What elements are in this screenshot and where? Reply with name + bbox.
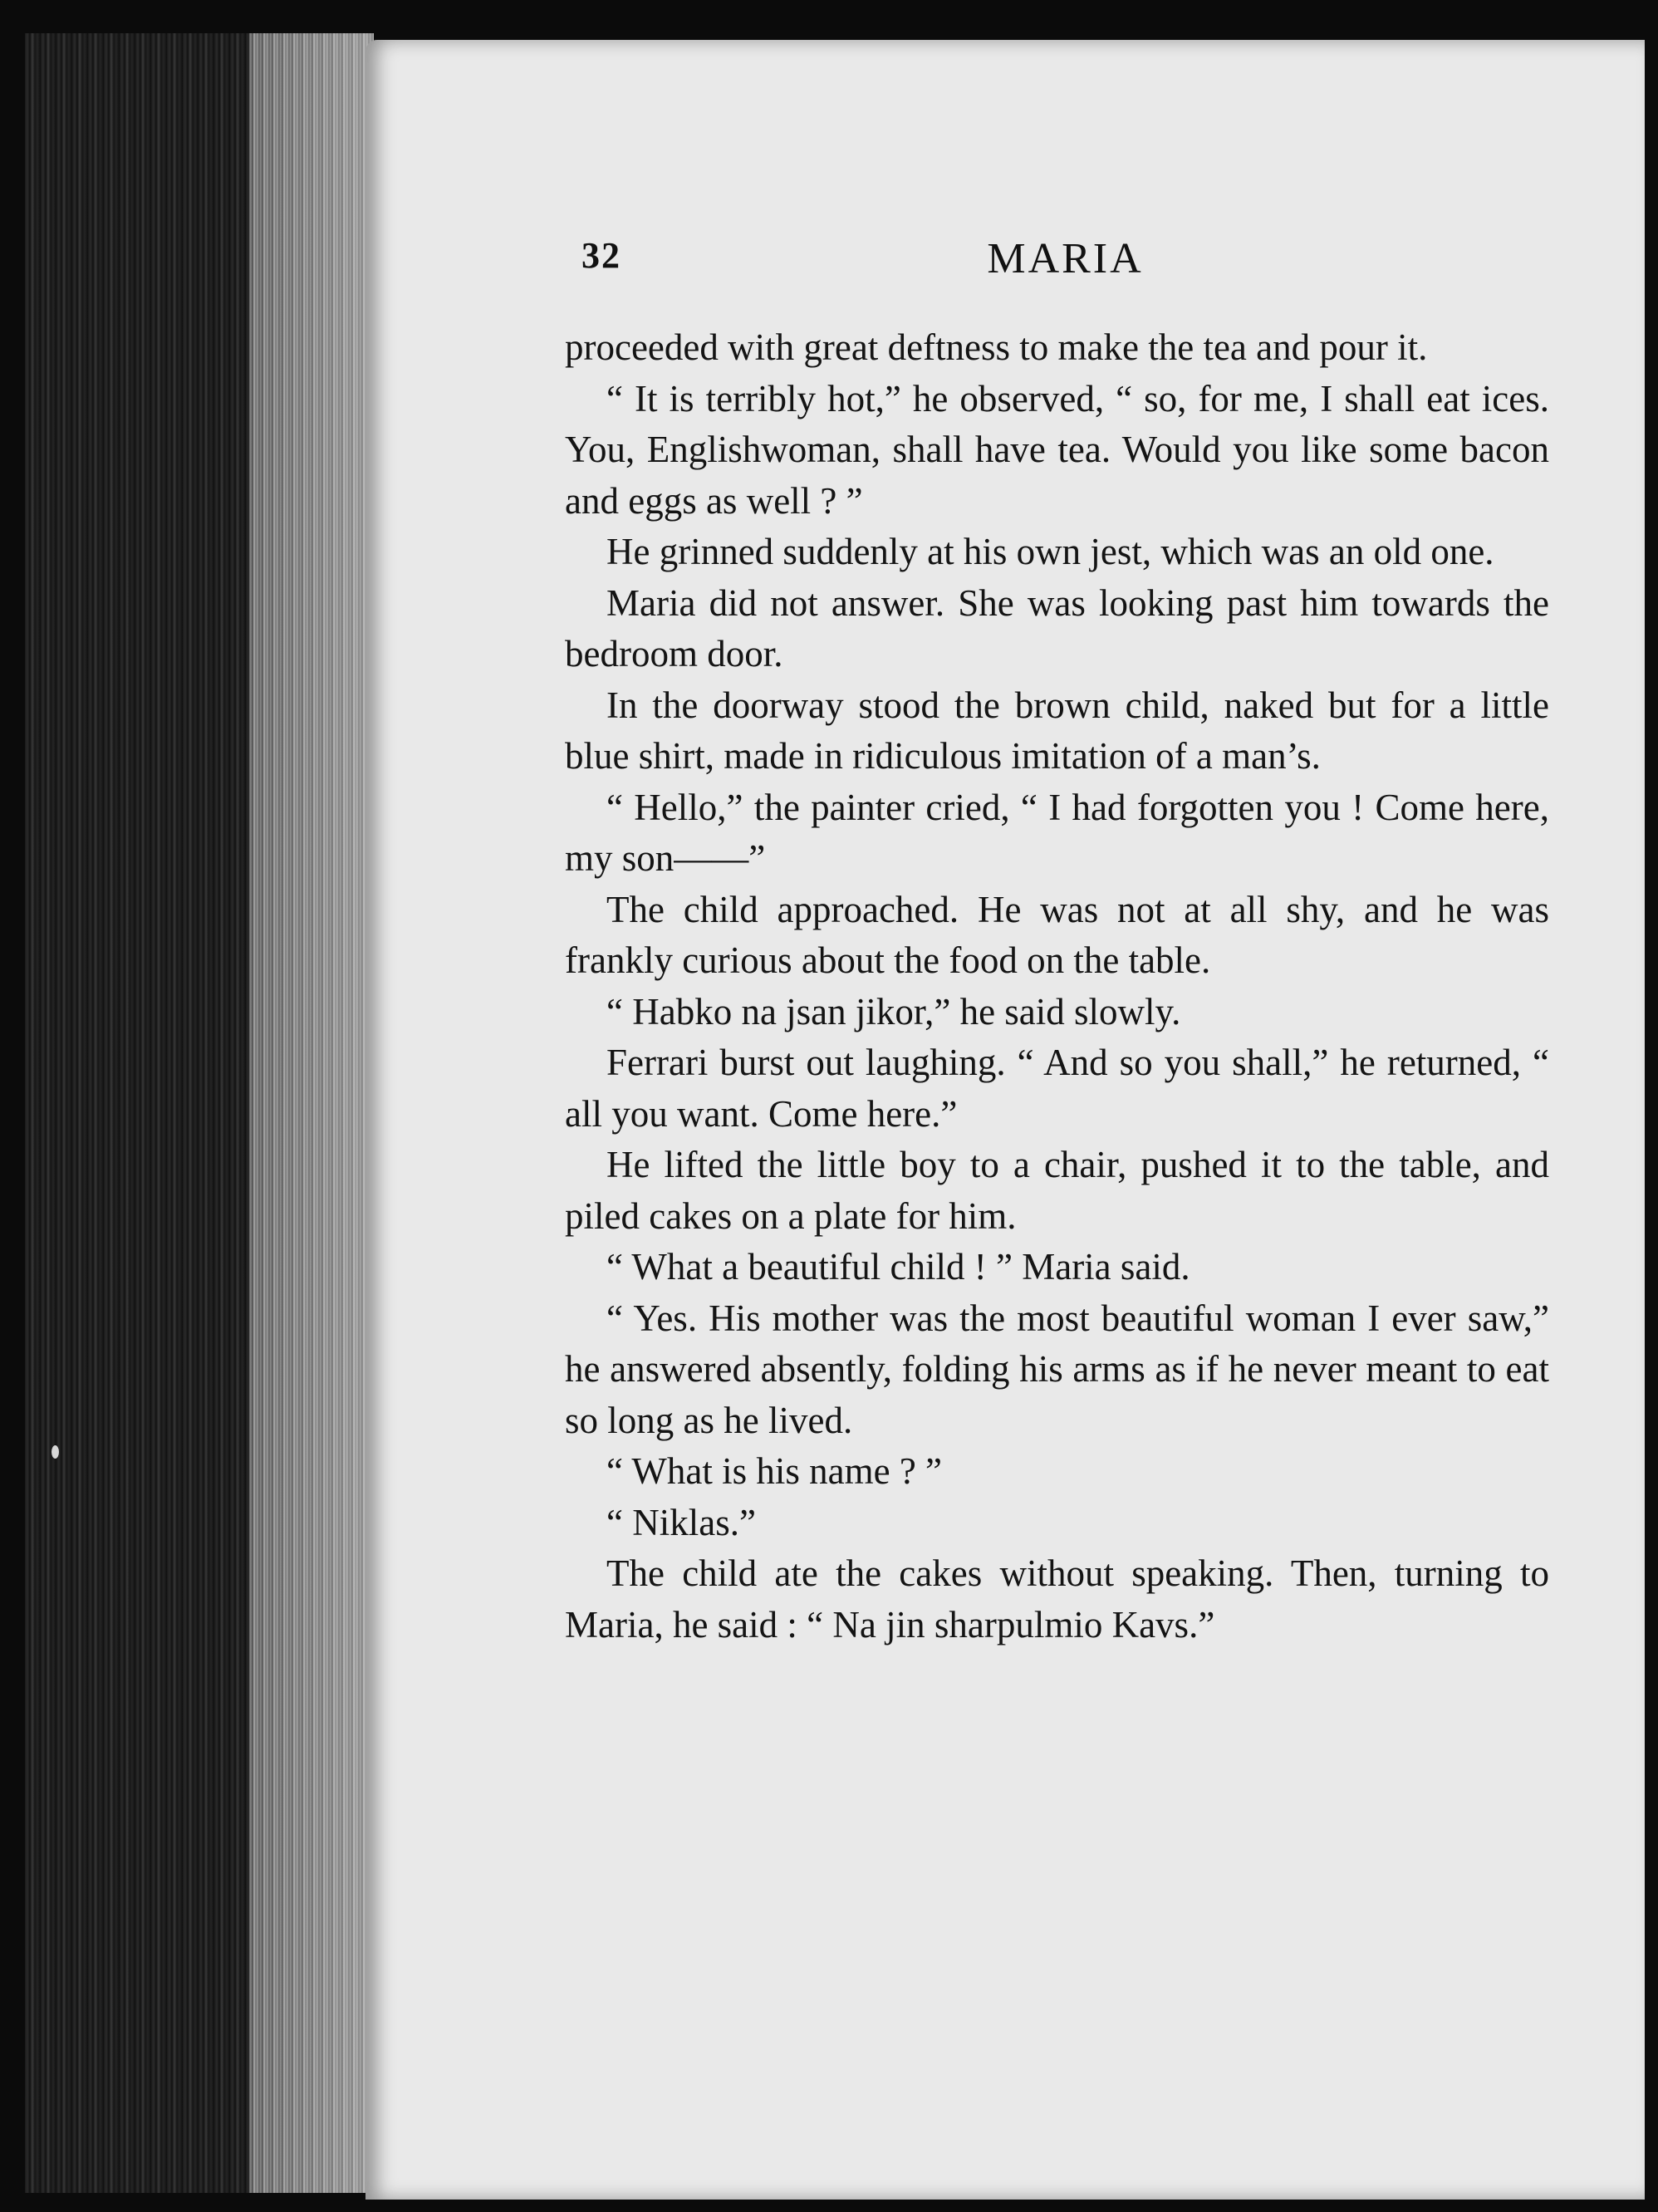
- paragraph: “ Habko na jsan jikor,” he said slowly.: [606, 990, 1181, 1032]
- paragraph: “ Hello,” the painter cried, “ I had forgotten you ! Come here, my son——”: [565, 786, 1549, 879]
- paragraph: “ It is terribly hot,” he observed, “ so, for me, I shall eat ices. You, Englishwoman, shall have tea. Would you like some bacon and eggs as well ? ”: [565, 377, 1549, 522]
- paragraph: “ Yes. His mother was the most beautiful woman I ever saw,” he answered absently, folding his arms as if he never meant to eat so long as he lived.: [565, 1297, 1549, 1441]
- page-edges: [249, 33, 374, 2193]
- paragraph: He lifted the little boy to a chair, pushed it to the table, and piled cakes on a plate for him.: [565, 1144, 1549, 1237]
- paragraph: The child ate the cakes without speaking. Then, turning to Maria, he said : “ Na jin sharpulmio Kavs.”: [565, 1552, 1549, 1646]
- page-header: [581, 234, 1578, 292]
- body-text: [565, 322, 1549, 1650]
- paragraph: In the doorway stood the brown child, naked but for a little blue shirt, made in ridiculous imitation of a man’s.: [565, 684, 1549, 777]
- paragraph: He grinned suddenly at his own jest, which was an old one.: [606, 531, 1494, 572]
- paragraph: Maria did not answer. She was looking past him towards the bedroom door.: [565, 581, 1549, 674]
- paragraph: proceeded with great deftness to make the tea and pour it.: [565, 326, 1428, 368]
- running-title: MARIA: [987, 235, 1144, 282]
- paragraph: Ferrari burst out laughing. “ And so you shall,” he returned, “ all you want. Come here.”: [565, 1042, 1549, 1135]
- paper-speck: [52, 1445, 59, 1459]
- paragraph: “ Niklas.”: [606, 1501, 756, 1543]
- paragraph: “ What is his name ? ”: [606, 1450, 943, 1492]
- page-number: 32: [581, 235, 621, 276]
- paragraph: The child approached. He was not at all shy, and he was frankly curious about the food on the table.: [565, 888, 1549, 981]
- paragraph: “ What a beautiful child ! ” Maria said.: [606, 1246, 1190, 1287]
